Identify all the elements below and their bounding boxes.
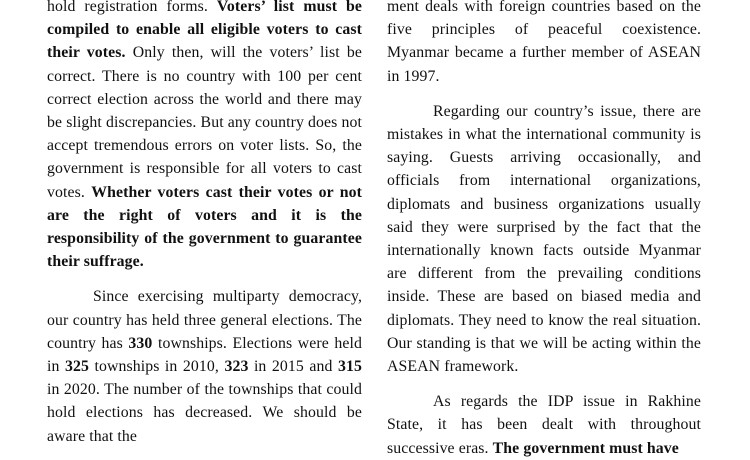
right-column [387, 0, 701, 460]
paragraph-international-community: Regarding our country’s issue, there are mistakes in what the international community is saying. Guests arriving occasionally, and officials from international organizations, diplomats and business organizations usually said they were surprised by the fact that the internationally known facts outside Myanmar are different from the prevailing conditions inside. These are based on biased media and diplomats. They need to know the real situation. Our standing is that we will be acting within the ASEAN framework. [387, 102, 701, 376]
paragraph-voter-list [47, 0, 362, 273]
bold-number: 323 [224, 358, 249, 376]
text-run: Since exercising multiparty democracy, our country has held three general elections. The country has [47, 288, 362, 352]
text-run: in 2020. The number of the townships that could hold elections has decreased. We should be aware that the [47, 381, 362, 445]
bold-number: 315 [338, 358, 362, 376]
text-run: Only then, will the voters’ list be correct. There is no country with 100 per cent correct election across the world and there may be slight discrepancies. But any country does not accept tremendous errors on voter lists. So, the government is responsible for all voters to cast votes. [47, 44, 362, 201]
paragraph-asean-membership: ment deals with foreign countries based on the five principles of peaceful coexistence. Myanmar became a further member of ASEAN in 1997. [387, 0, 701, 85]
left-column [47, 0, 362, 460]
text-run: hold registration forms. [47, 0, 217, 15]
bold-text-run: The government must have [492, 439, 679, 457]
paragraph-idp-issue [387, 390, 701, 460]
text-run: townships. Elections were held in [47, 334, 362, 376]
bold-text-run: Whether voters cast their votes or not are the right of voters and it is the responsibility of the government to guarantee their suffrage. [47, 183, 362, 271]
text-run: townships in 2010, [88, 358, 225, 376]
paragraph-general-elections [47, 285, 362, 447]
text-run: in 2015 and [248, 358, 338, 376]
text-run: As regards the IDP issue in Rakhine State, it has been dealt with throughout successive eras. [387, 393, 701, 457]
bold-number: 325 [64, 358, 89, 376]
bold-number: 330 [128, 334, 153, 352]
bold-text-run: Voters’ list must be compiled to enable all eligible voters to cast their votes. [47, 0, 362, 62]
